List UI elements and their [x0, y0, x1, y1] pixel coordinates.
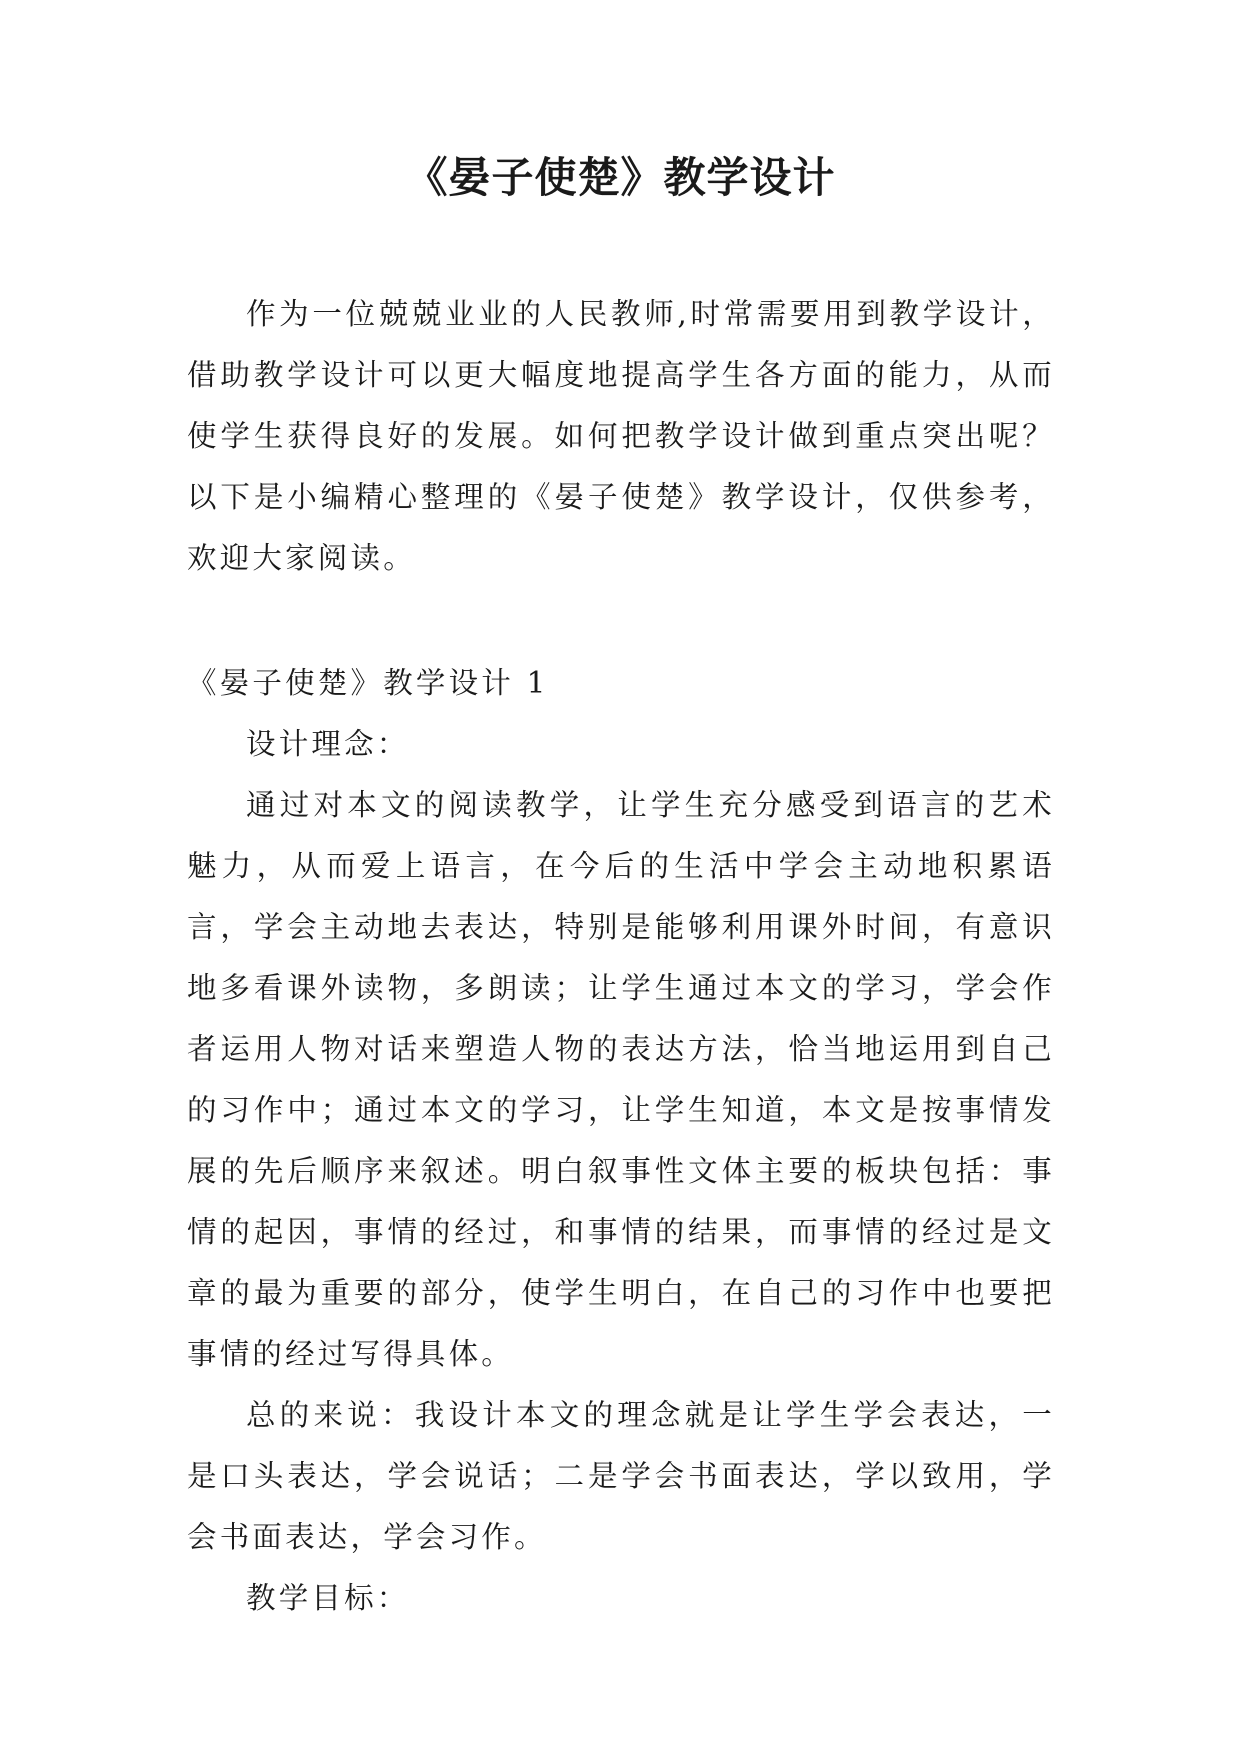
intro-paragraph: 作为一位兢兢业业的人民教师,时常需要用到教学设计，借助教学设计可以更大幅度地提高学生各方面的能力，从而使学生获得良好的发展。如何把教学设计做到重点突出呢？以下是小编精心整理的《晏子使楚》教学设计，仅供参考，欢迎大家阅读。 [187, 297, 1055, 575]
design-concept-paragraph: 通过对本文的阅读教学，让学生充分感受到语言的艺术魅力，从而爱上语言，在今后的生活中学会主动地积累语言，学会主动地去表达，特别是能够利用课外时间，有意识地多看课外读物，多朗读；让学生通过本文的学习，学会作者运用人物对话来塑造人物的表达方法，恰当地运用到自己的习作中；通过本文的学习，让学生知道，本文是按事情发展的先后顺序来叙述。明白叙事性文体主要的板块包括：事情的起因，事情的经过，和事情的结果，而事情的经过是文章的最为重要的部分，使学生明白，在自己的习作中也要把事情的经过写得具体。 [187, 788, 1055, 1371]
section-heading: 《晏子使楚》教学设计 1 [187, 666, 549, 700]
page-title: 《晏子使楚》教学设计 [405, 153, 836, 202]
design-concept-label: 设计理念： [246, 727, 410, 761]
section-spacer [187, 589, 1055, 653]
summary-paragraph: 总的来说：我设计本文的理念就是让学生学会表达，一是口头表达，学会说话；二是学会书面表达，学以致用，学会书面表达，学会习作。 [187, 1398, 1055, 1554]
teaching-goals-label: 教学目标： [246, 1581, 410, 1615]
document-body [187, 284, 1055, 1629]
